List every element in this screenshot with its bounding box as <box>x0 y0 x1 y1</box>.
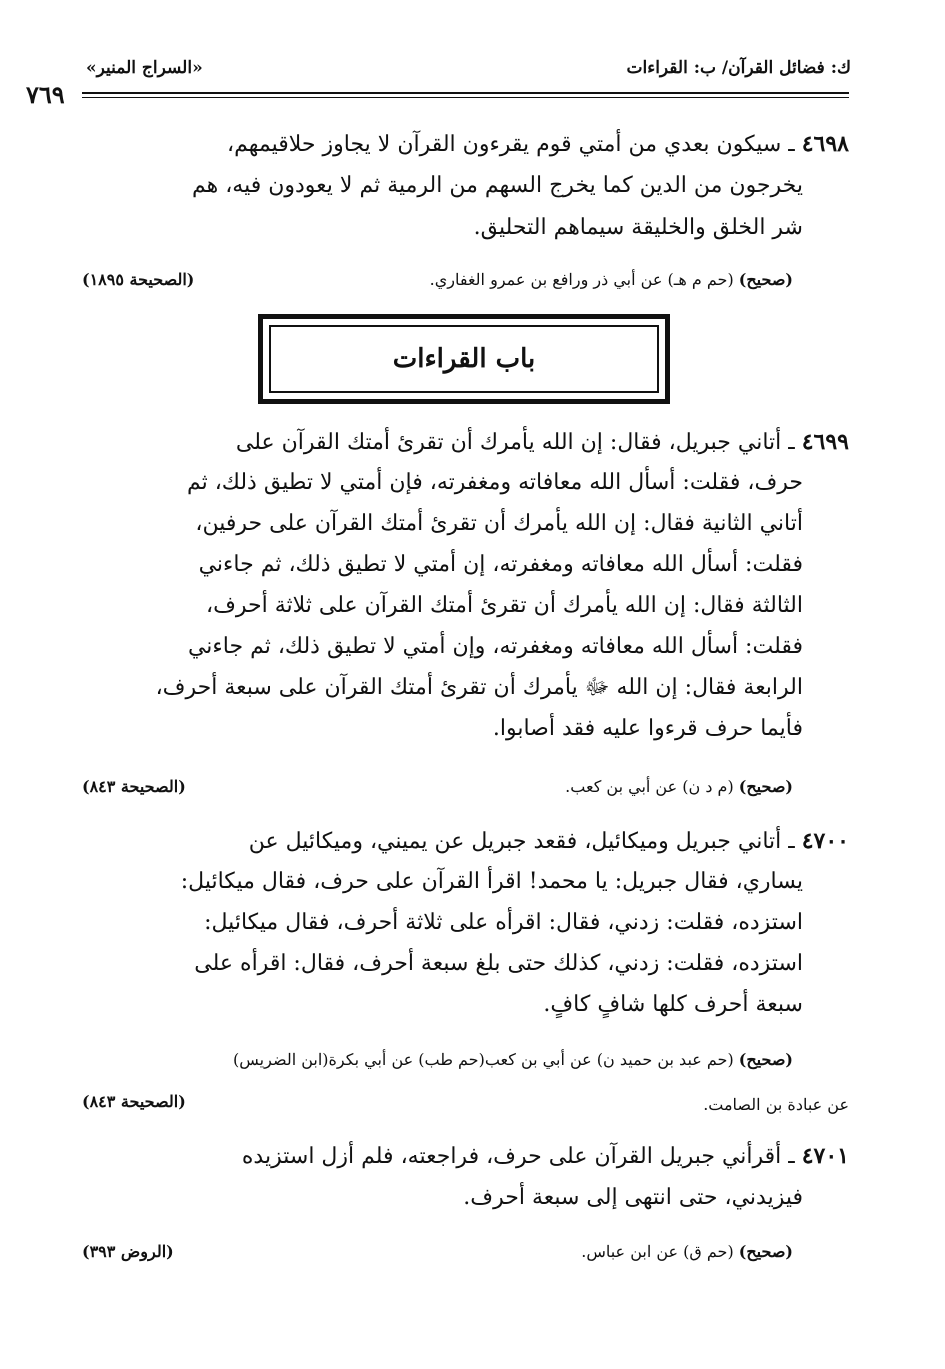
hadith-first-line: ٤٧٠١ ـ أقرأني جبريل القرآن على حرف، فراجعته، فلم أزل استزيده <box>241 1143 849 1169</box>
hadith-text-line: فيزيدني، حتى انتهى إلى سبعة أحرف. <box>463 1185 803 1210</box>
hadith-text-line: فقلت: أسأل الله معافاته ومغفرته، إن أمتي لا تطيق ذلك، ثم جاءني <box>198 552 803 577</box>
hadith-source <box>581 1240 793 1264</box>
page-number: ٧٦٩ <box>26 80 65 109</box>
hadith-source <box>430 268 793 292</box>
section-title: باب القراءات <box>392 344 536 374</box>
hadith-text-line: أقرأني جبريل القرآن على حرف، فراجعته، فلم أزل استزيده <box>241 1144 782 1169</box>
source-text: (حم ق) عن ابن عباس. <box>581 1242 734 1261</box>
running-header-book-title: «السراج المنير» <box>86 58 203 78</box>
hadith-reference: (الروض ٣٩٣) <box>82 1242 174 1261</box>
hadith-text-line: سيكون بعدي من أمتي قوم يقرءون القرآن لا يجاوز حلاقيمهم، <box>227 132 782 157</box>
hadith-source <box>233 1048 793 1072</box>
hadith-number: ٤٦٩٨ <box>801 131 849 157</box>
source-grade: (صحيح) <box>738 270 793 289</box>
hadith-source <box>565 775 793 799</box>
hadith-text-line: يساري، فقال جبريل: يا محمد! اقرأ القرآن على حرف، فقال ميكائيل: <box>180 869 803 894</box>
hadith-number: ٤٦٩٩ <box>801 429 849 455</box>
source-text: عن عبادة بن الصامت. <box>703 1095 849 1114</box>
source-text: (حم م هـ) عن أبي ذر ورافع بن عمرو الغفاري. <box>429 270 734 289</box>
hadith-text-line: أتاني الثانية فقال: إن الله يأمرك أن تقرئ أمتك القرآن على حرفين، <box>195 511 803 536</box>
header-rule-thick <box>82 92 849 94</box>
hadith-first-line: ٤٧٠٠ ـ أتاني جبريل وميكائيل، فقعد جبريل عن يميني، وميكائيل عن <box>248 828 849 854</box>
source-grade: (صحيح) <box>738 1050 793 1069</box>
hadith-text-line: استزده، فقلت: زدني، فقال: اقرأه على ثلاثة أحرف، فقال ميكائيل: <box>204 910 803 935</box>
section-title-frame <box>258 314 670 404</box>
hadith-reference: (الصحيحة ٨٤٣) <box>82 1092 186 1111</box>
hadith-first-line: ٤٦٩٨ ـ سيكون بعدي من أمتي قوم يقرءون القرآن لا يجاوز حلاقيمهم، <box>227 131 849 157</box>
source-grade: (صحيح) <box>738 777 793 796</box>
header-rule-thin <box>82 97 849 98</box>
hadith-number: ٤٧٠١ <box>801 1143 849 1169</box>
source-grade: (صحيح) <box>738 1242 793 1261</box>
hadith-text-line: استزده، فقلت: زدني، كذلك حتى بلغ سبعة أحرف، فقال: اقرأه على <box>194 951 803 976</box>
hadith-text-line: أتاني جبريل، فقال: إن الله يأمرك أن تقرئ أمتك القرآن على <box>235 430 782 455</box>
hadith-reference: (الصحيحة ٨٤٣) <box>82 777 186 796</box>
hadith-text-line: شر الخلق والخليقة سيماهم التحليق. <box>473 215 803 240</box>
hadith-first-line: ٤٦٩٩ ـ أتاني جبريل، فقال: إن الله يأمرك أن تقرئ أمتك القرآن على <box>235 429 849 455</box>
hadith-text-line: الرابعة فقال: إن الله ﷻ يأمرك أن تقرئ أمتك القرآن على سبعة أحرف، <box>155 675 803 700</box>
hadith-text-line: الثالثة فقال: إن الله يأمرك أن تقرئ أمتك القرآن على ثلاثة أحرف، <box>206 593 803 618</box>
hadith-text-line: فأيما حرف قرءوا عليه فقد أصابوا. <box>492 716 803 741</box>
source-text: (حم عبد بن حميد ن) عن أبي بن كعب(حم طب) عن أبي بكرة(ابن الضريس) <box>233 1050 734 1069</box>
hadith-text-line: فقلت: أسأل الله معافاته ومغفرته، وإن أمتي لا تطيق ذلك، ثم جاءني <box>187 634 803 659</box>
section-title-inner-frame <box>269 325 659 393</box>
hadith-reference: (الصحيحة ١٨٩٥) <box>82 270 195 289</box>
running-header-chapter: ك: فضائل القرآن/ ب: القراءات <box>626 58 851 78</box>
hadith-text-line: سبعة أحرف كلها شافٍ كافٍ. <box>543 992 803 1017</box>
hadith-text-line: حرف، فقلت: أسأل الله معافاته ومغفرته، فإن أمتي لا تطيق ذلك، ثم <box>186 470 803 495</box>
hadith-number: ٤٧٠٠ <box>801 828 849 854</box>
source-text: (م د ن) عن أبي بن كعب. <box>565 777 734 796</box>
hadith-text-line: أتاني جبريل وميكائيل، فقعد جبريل عن يميني، وميكائيل عن <box>248 829 782 854</box>
hadith-text-line: يخرجون من الدين كما يخرج السهم من الرمية ثم لا يعودون فيه، هم <box>191 173 803 198</box>
